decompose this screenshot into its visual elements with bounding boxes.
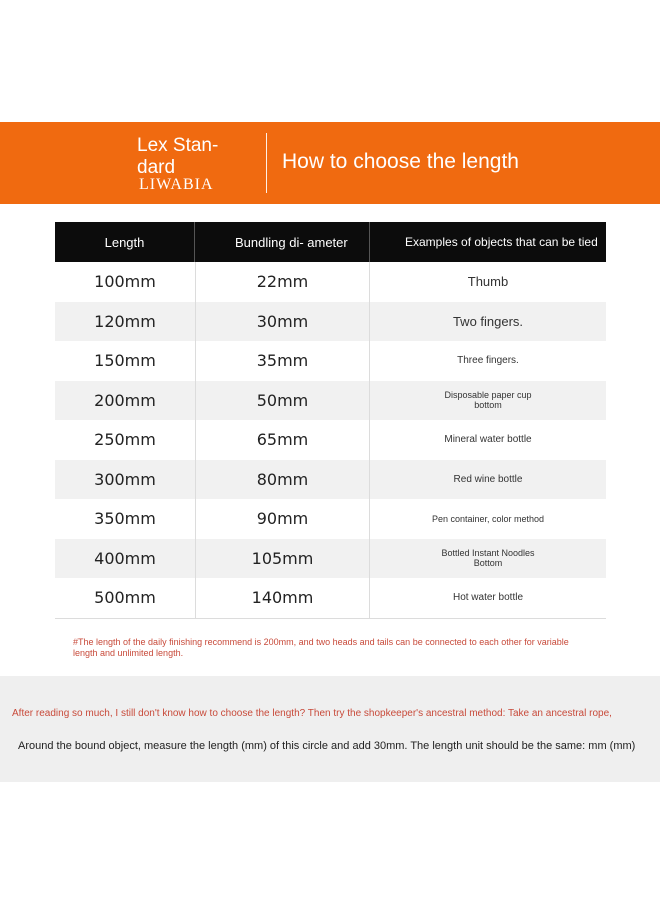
example-cell: Mineral water bottle <box>444 434 532 446</box>
tip-line-1: After reading so much, I still don't know how to choose the length? Then try the shopkeeper's ancestral method: Take an ancestral rope, <box>12 708 612 719</box>
footnote: #The length of the daily finishing recommend is 200mm, and two heads and tails can be connected to each other for variable length and unlimited length. <box>73 637 569 658</box>
tip-band <box>0 676 660 782</box>
banner-divider <box>266 133 267 193</box>
table-row <box>55 539 606 579</box>
table-body <box>55 262 606 618</box>
example-cell: Thumb <box>467 274 509 290</box>
table-row <box>55 381 606 421</box>
diameter-cell: 30mm <box>195 302 370 342</box>
header-banner <box>0 122 660 204</box>
diameter-cell: 65mm <box>195 420 370 460</box>
size-table <box>55 222 606 619</box>
example-cell: Bottled Instant Noodles Bottom <box>441 548 535 569</box>
diameter-cell: 140mm <box>195 578 370 618</box>
table-row <box>55 578 606 618</box>
table-row <box>55 420 606 460</box>
header-diameter: Bundling di- ameter <box>195 222 370 262</box>
table-row <box>55 341 606 381</box>
diameter-cell: 50mm <box>195 381 370 421</box>
header-examples: Examples of objects that can be tied <box>405 234 598 249</box>
brand-text: Lex Stan- dard <box>137 135 219 178</box>
diameter-cell: 105mm <box>195 539 370 579</box>
example-cell: Two fingers. <box>452 313 524 329</box>
table-header <box>55 222 606 262</box>
length-cell: 500mm <box>94 588 156 608</box>
length-cell: 350mm <box>94 509 156 529</box>
diameter-cell: 22mm <box>195 262 370 302</box>
example-cell: Pen container, color method <box>431 513 545 524</box>
example-cell: Three fingers. <box>457 355 519 367</box>
length-cell: 200mm <box>94 390 156 410</box>
table-bottom-border <box>55 618 606 619</box>
length-cell: 120mm <box>94 311 156 331</box>
length-cell: 100mm <box>94 272 156 292</box>
length-cell: 400mm <box>94 548 156 568</box>
length-cell: 300mm <box>94 469 156 489</box>
brand-logo: LIWABIA <box>139 176 214 193</box>
header-length: Length <box>55 222 195 262</box>
length-cell: 250mm <box>94 430 156 450</box>
length-cell: 150mm <box>94 351 156 371</box>
page-title: How to choose the length <box>282 150 519 173</box>
table-row <box>55 460 606 500</box>
example-cell: Hot water bottle <box>452 592 524 604</box>
example-cell: Disposable paper cup bottom <box>444 390 532 411</box>
diameter-cell: 90mm <box>195 499 370 539</box>
diameter-cell: 80mm <box>195 460 370 500</box>
example-cell: Red wine bottle <box>453 473 523 485</box>
table-row <box>55 499 606 539</box>
table-row <box>55 262 606 302</box>
diameter-cell: 35mm <box>195 341 370 381</box>
table-row <box>55 302 606 342</box>
tip-line-2: Around the bound object, measure the length (mm) of this circle and add 30mm. The length unit should be the same: mm (mm) <box>18 740 636 752</box>
